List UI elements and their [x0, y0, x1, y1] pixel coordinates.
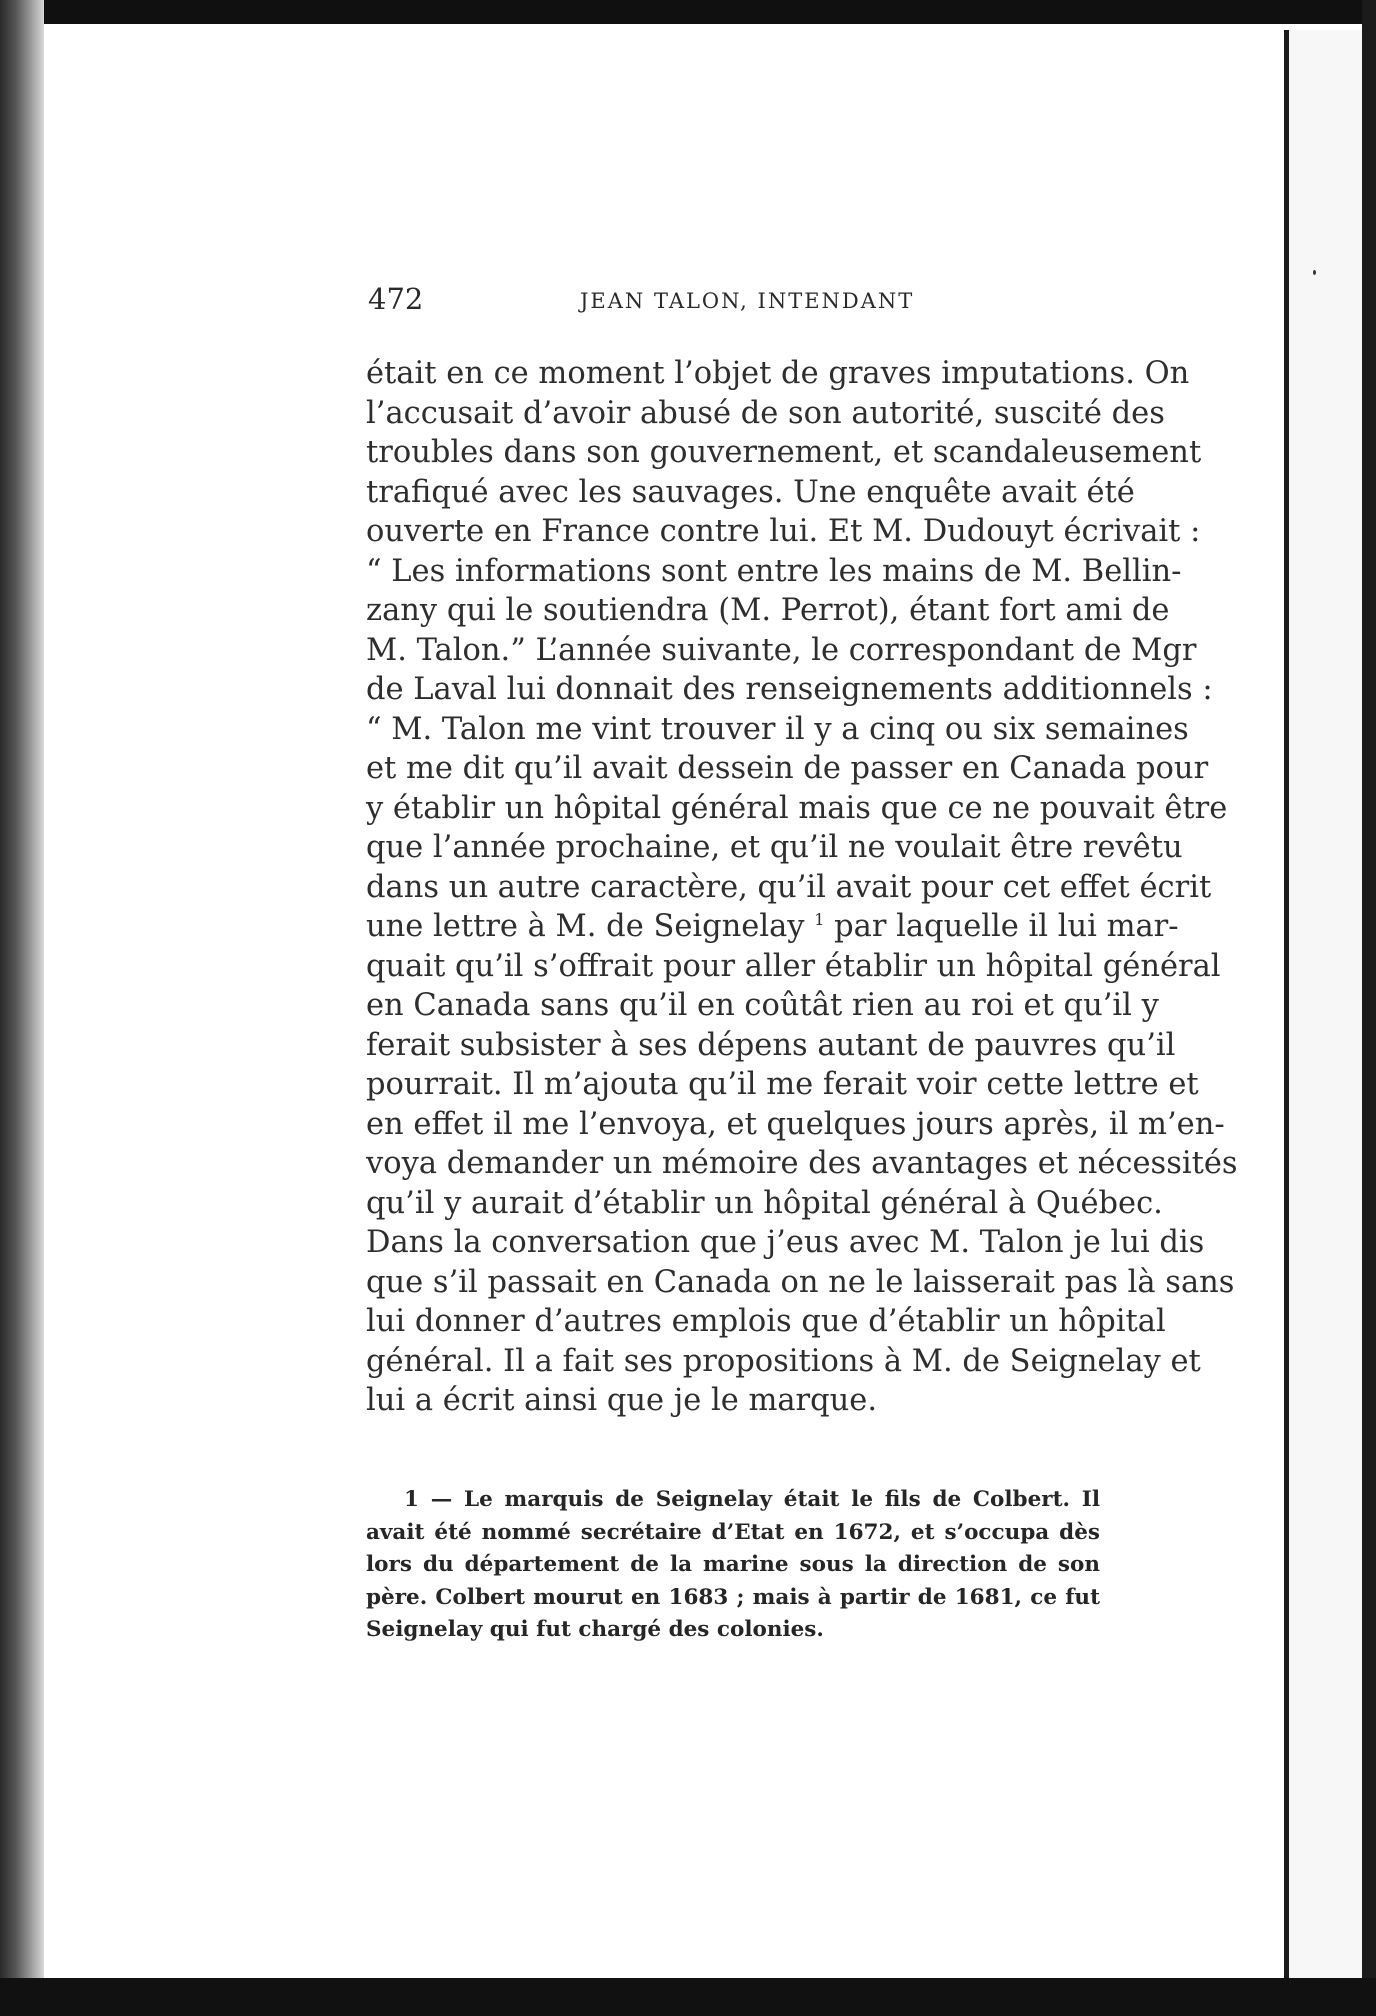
scan-left-edge	[0, 0, 44, 2016]
body-line: y établir un hôpital général mais que ce ne pouvait être	[366, 790, 1228, 826]
body-line-part: par laquelle il lui mar-	[834, 909, 1179, 944]
body-line: pourrait. Il m’ajouta qu’il me ferait voir cette lettre et	[366, 1067, 1199, 1102]
scan-speck	[1313, 270, 1316, 275]
body-line: ouverte en France contre lui. Et M. Dudouyt écrivait :	[366, 514, 1201, 549]
page-number: 472	[368, 282, 424, 316]
body-line: lui donner d’autres emplois que d’établir un hôpital	[366, 1304, 1166, 1339]
page-header	[368, 282, 1113, 322]
footnote-line: Seignelay qui fut chargé des colonies.	[366, 1617, 824, 1642]
body-line: trafiqué avec les sauvages. Une enquête avait été	[366, 474, 1135, 510]
body-line: M. Talon.” L’année suivante, le correspondant de Mgr	[366, 632, 1197, 668]
body-text	[366, 354, 1238, 1421]
body-line: ferait subsister à ses dépens autant de pauvres qu’il	[366, 1027, 1176, 1063]
body-line: que s’il passait en Canada on ne le laisserait pas là sans	[366, 1264, 1235, 1300]
body-line: l’accusait d’avoir abusé de son autorité, suscité des	[366, 395, 1165, 431]
body-line: voya demander un mémoire des avantages et nécessités	[366, 1146, 1238, 1181]
body-line: dans un autre caractère, qu’il avait pour cet effet écrit	[366, 869, 1212, 905]
body-line: troubles dans son gouvernement, et scandaleusement	[366, 435, 1202, 470]
body-line: “ Les informations sont entre les mains de M. Bellin-	[366, 553, 1182, 589]
body-line: était en ce moment l’objet de graves imputations. On	[366, 356, 1190, 391]
footnote-line: 1 — Le marquis de Seignelay était le fils de Colbert. Il	[404, 1487, 1100, 1512]
scan-right-border	[1362, 0, 1376, 2016]
body-line: et me dit qu’il avait dessein de passer en Canada pour	[366, 751, 1209, 786]
scan-bottom-border	[0, 1978, 1376, 2016]
body-line: en effet il me l’envoya, et quelques jours après, il m’en-	[366, 1106, 1225, 1142]
body-line: général. Il a fait ses propositions à M. de Seignelay et	[366, 1343, 1201, 1379]
footnote-line: avait été nommé secrétaire d’Etat en 1672, et s’occupa dès	[366, 1519, 1100, 1545]
body-line-with-footnote-ref	[366, 907, 1179, 947]
body-line: zany qui le soutiendra (M. Perrot), étant fort ami de	[366, 593, 1170, 628]
body-line-part: une lettre à M. de Seignelay	[366, 909, 805, 944]
body-line: qu’il y aurait d’établir un hôpital général à Québec.	[366, 1185, 1163, 1221]
footnote-line: père. Colbert mourut en 1683 ; mais à partir de 1681, ce fut	[366, 1584, 1100, 1610]
body-line: “ M. Talon me vint trouver il y a cinq ou six semaines	[366, 711, 1189, 747]
footnote-reference: 1	[814, 909, 825, 929]
body-line: en Canada sans qu’il en coûtât rien au roi et qu’il y	[366, 988, 1159, 1023]
body-line: quait qu’il s’offrait pour aller établir un hôpital général	[366, 948, 1221, 984]
body-line: de Laval lui donnait des renseignements additionnels :	[366, 672, 1213, 707]
footnote-line: lors du département de la marine sous la direction de son	[366, 1552, 1100, 1577]
body-line: lui a écrit ainsi que je le marque.	[366, 1383, 878, 1418]
running-title: JEAN TALON, INTENDANT	[580, 289, 915, 313]
body-line: Dans la conversation que j’eus avec M. Talon je lui dis	[366, 1225, 1205, 1260]
scan-top-border	[0, 0, 1376, 24]
body-line: que l’année prochaine, et qu’il ne voulait être revêtu	[366, 830, 1183, 865]
footnote	[366, 1484, 1100, 1647]
